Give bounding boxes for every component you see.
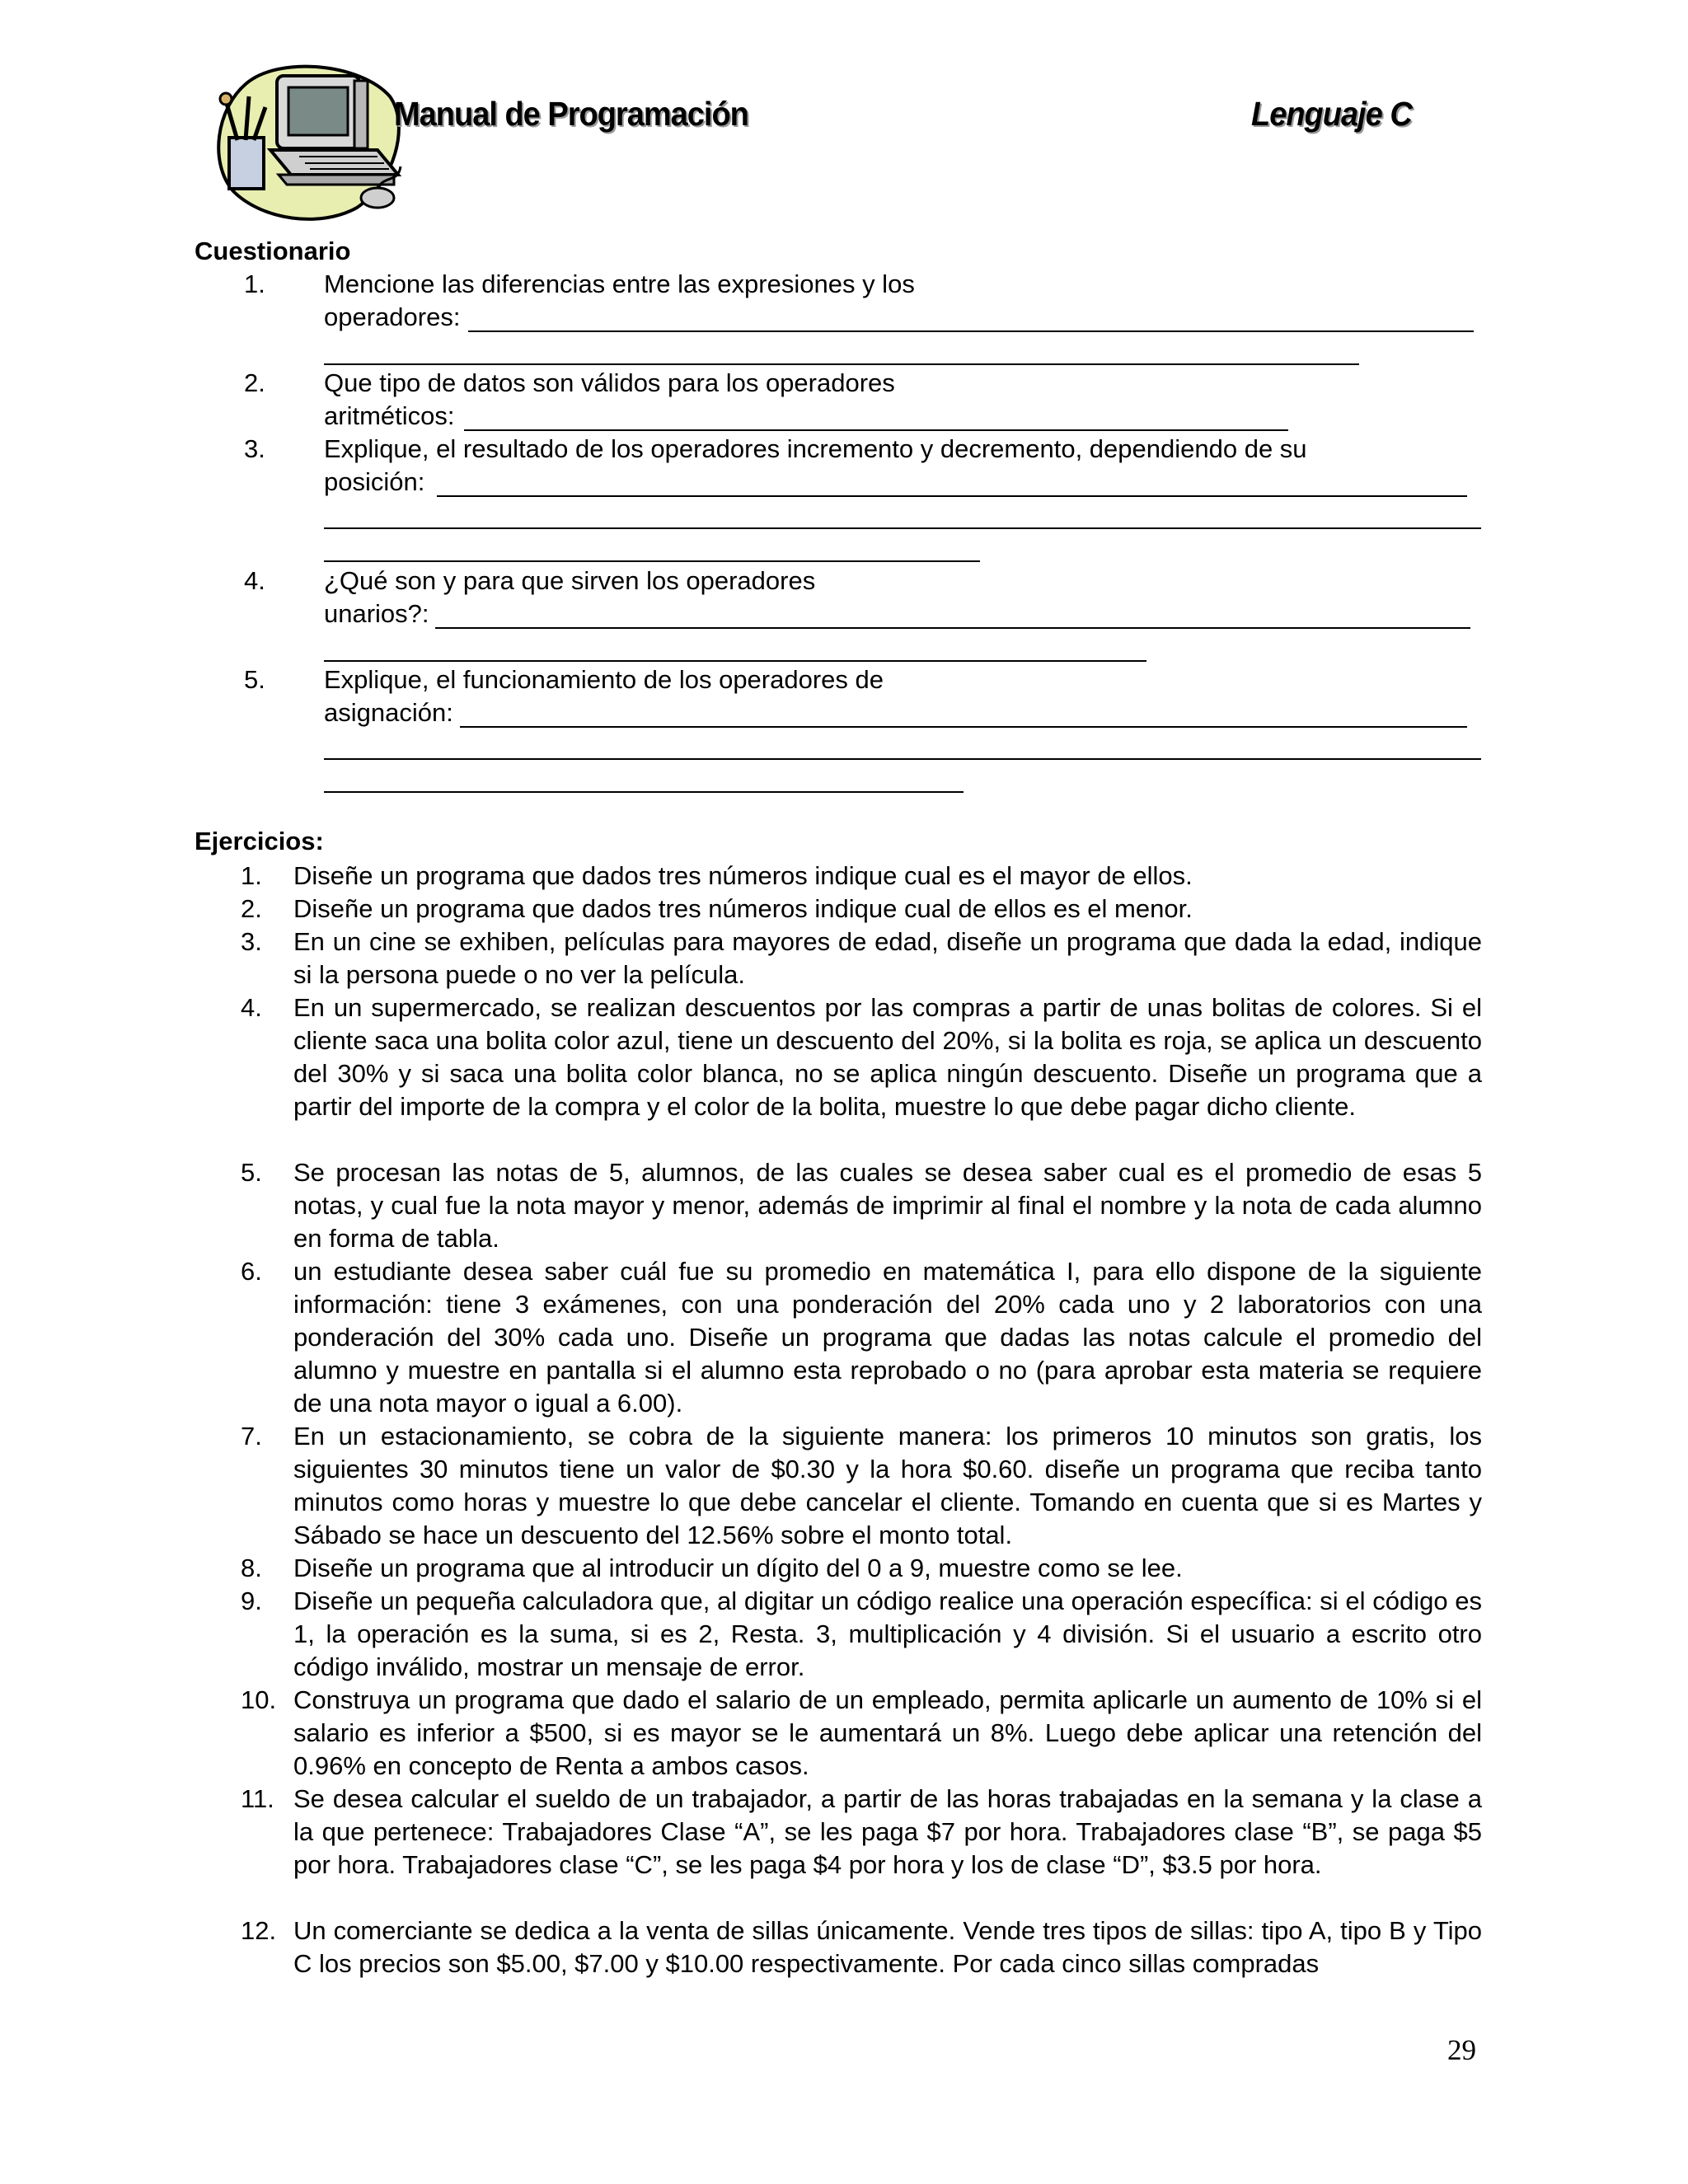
question-label: posición:: [324, 467, 425, 496]
question-text: Mencione las diferencias entre las expresiones y los: [324, 269, 915, 298]
question-number: 1.: [244, 269, 265, 298]
header-left-title: Manual de Programación: [394, 96, 748, 134]
answer-line[interactable]: [324, 527, 1481, 529]
question-text: Que tipo de datos son válidos para los operadores: [324, 368, 895, 397]
question-number: 4.: [244, 566, 265, 595]
question-label: asignación:: [324, 698, 453, 727]
exercise-item: [241, 926, 1482, 991]
exercise-text: Diseñe un programa que dados tres números indique cual de ellos es el menor.: [293, 894, 1193, 923]
exercise-text: Se desea calcular el sueldo de un trabajador, a partir de las horas trabajadas en la semana y la clase a la que pertenece: Trabajadores Clase “A”, se les paga $7 por hora. Trabajadores clase “B”, se paga $5 por hora. Trabajadores clase “C”, se les paga $4 por hora y los de clase “D”, $3.5 por hora.: [293, 1784, 1482, 1879]
exercise-text: En un cine se exhiben, películas para mayores de edad, diseñe un programa que dada la edad, indique si la persona puede o no ver la película.: [293, 927, 1482, 989]
question-number: 3.: [244, 434, 265, 463]
exercise-number: 5.: [241, 1158, 262, 1187]
exercise-item: [241, 1156, 1482, 1255]
exercise-number: 12.: [241, 1916, 277, 1945]
exercise-text: En un supermercado, se realizan descuentos por las compras a partir de unas bolitas de colores. Si el cliente saca una bolita color azul, tiene un descuento del 20%, si la bolita es roja, se aplica un descuento del 30% y si saca una bolita color blanca, no se aplica ningún descuento. Diseñe un programa que a partir del importe de la compra y el color de la bolita, muestre lo que debe pagar dicho cliente.: [293, 993, 1482, 1121]
exercise-text: Un comerciante se dedica a la venta de sillas únicamente. Vende tres tipos de sillas: tipo A, tipo B y Tipo C los precios son $5.00, $7.00 y $10.00 respectivamente. Por cada cinco sillas compradas: [293, 1916, 1482, 1978]
exercise-text: un estudiante desea saber cuál fue su promedio en matemática I, para ello dispone de la siguiente información: tiene 3 exámenes, con una ponderación del 20% cada uno y 2 laboratorios con una ponderación del 30% cada uno. Diseñe un programa que dadas las notas calcule el promedio del alumno y muestre en pantalla si el alumno esta reprobado o no (para aprobar esta materia se requiere de una nota mayor o igual a 6.00).: [293, 1257, 1482, 1418]
question-text: Explique, el funcionamiento de los operadores de: [324, 665, 884, 694]
exercise-item: [241, 1783, 1482, 1882]
answer-line[interactable]: [324, 363, 1359, 365]
answer-line[interactable]: [437, 495, 1467, 497]
answer-line[interactable]: [460, 726, 1467, 728]
exercise-item: [241, 1420, 1482, 1552]
exercise-text: Diseñe un programa que dados tres números indique cual es el mayor de ellos.: [293, 861, 1193, 890]
exercise-number: 2.: [241, 894, 262, 923]
exercise-item: [241, 860, 1482, 893]
exercises-title: Ejercicios:: [195, 827, 324, 855]
exercise-text: Diseñe un programa que al introducir un dígito del 0 a 9, muestre como se lee.: [293, 1554, 1183, 1582]
exercise-item: [241, 1255, 1482, 1420]
exercise-item: [241, 893, 1482, 926]
exercise-number: 1.: [241, 861, 262, 890]
exercise-item: [241, 991, 1482, 1123]
answer-line[interactable]: [464, 429, 1288, 431]
exercise-item: [241, 1915, 1482, 1980]
exercise-item: [241, 1585, 1482, 1684]
exercise-number: 11.: [241, 1784, 274, 1813]
questionnaire-title: Cuestionario: [195, 237, 351, 265]
exercise-number: 4.: [241, 993, 262, 1022]
exercise-number: 10.: [241, 1685, 277, 1714]
answer-line[interactable]: [324, 560, 980, 562]
computer-clipart-icon: [213, 59, 402, 224]
exercise-number: 8.: [241, 1554, 262, 1582]
answer-line[interactable]: [324, 791, 964, 793]
question-number: 5.: [244, 665, 265, 694]
question-number: 2.: [244, 368, 265, 397]
question-label: operadores:: [324, 302, 461, 331]
answer-line[interactable]: [324, 660, 1146, 662]
exercise-number: 3.: [241, 927, 262, 956]
exercise-item: [241, 1684, 1482, 1783]
exercise-number: 9.: [241, 1586, 262, 1615]
exercise-text: Diseñe un pequeña calculadora que, al digitar un código realice una operación específica: si el código es 1, la operación es la suma, si es 2, Resta. 3, multiplicación y 4 división. Si el usuario a escrito otro código inválido, mostrar un mensaje de error.: [293, 1586, 1482, 1681]
exercise-item: [241, 1552, 1482, 1585]
page-number: 29: [1447, 2034, 1476, 2066]
exercise-text: Construya un programa que dado el salario de un empleado, permita aplicarle un aumento de 10% si el salario es inferior a $500, si es mayor se le aumentará un 8%. Luego debe aplicar una retención del 0.96% en concepto de Renta a ambos casos.: [293, 1685, 1482, 1780]
answer-line[interactable]: [435, 627, 1470, 629]
exercise-text: En un estacionamiento, se cobra de la siguiente manera: los primeros 10 minutos son gratis, los siguientes 30 minutos tiene un valor de $0.30 y la hora $0.60. diseñe un programa que reciba tanto minutos como horas y muestre lo que debe cancelar el cliente. Tomando en cuenta que si es Martes y Sábado se hace un descuento del 12.56% sobre el monto total.: [293, 1422, 1482, 1549]
exercise-number: 6.: [241, 1257, 262, 1286]
question-label: aritméticos:: [324, 401, 455, 430]
answer-line[interactable]: [468, 330, 1474, 332]
question-text: ¿Qué son y para que sirven los operadores: [324, 566, 816, 595]
question-label: unarios?:: [324, 599, 429, 628]
answer-line[interactable]: [324, 758, 1481, 760]
exercise-text: Se procesan las notas de 5, alumnos, de las cuales se desea saber cual es el promedio de esas 5 notas, y cual fue la nota mayor y menor, además de imprimir al final el nombre y la nota de cada alumno en forma de tabla.: [293, 1158, 1482, 1253]
exercise-number: 7.: [241, 1422, 262, 1451]
question-text: Explique, el resultado de los operadores incremento y decremento, dependiendo de su: [324, 434, 1307, 463]
header-right-title: Lenguaje C: [1251, 96, 1412, 134]
